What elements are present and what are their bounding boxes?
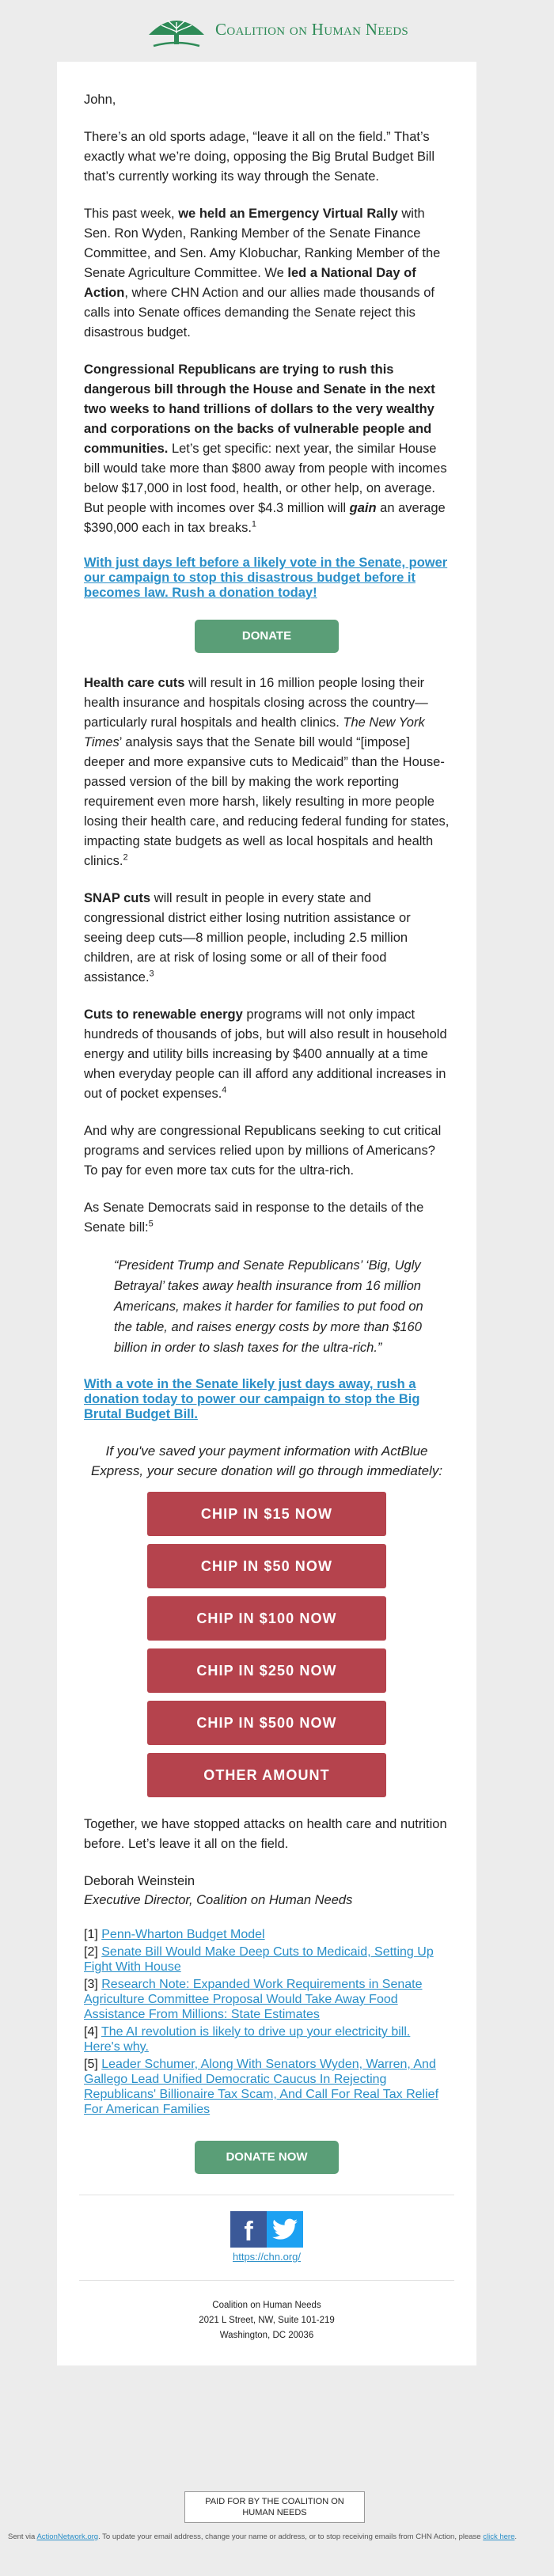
unsubscribe-link[interactable]: click here (483, 2532, 515, 2541)
paragraph-snap: SNAP cuts will result in people in every state and congressional district either losing nutrition assistance or seeing deep cuts—8 million people, including 2.5 million children, are at risk of losing some or all of their food assistance.$^3$ (84, 891, 411, 984)
chip-in-50-button[interactable]: CHIP IN $50 NOW (147, 1544, 386, 1588)
chip-in-15-button[interactable]: CHIP IN $15 NOW (147, 1492, 386, 1536)
chip-in-100-button[interactable]: CHIP IN $100 NOW (147, 1596, 386, 1641)
paragraph-energy: Cuts to renewable energy programs will not only impact hundreds of thousands of jobs, but will also result in household energy and utility bills increasing by $400 annually at a time when everyday people can ill afford any additional increases in out of pocket expenses.$^4$ (84, 1007, 447, 1101)
cta-link-2[interactable]: With a vote in the Senate likely just days away, rush a donation today to power our campaign to stop the Big Brutal Budget Bill. (84, 1377, 420, 1421)
reference-link[interactable]: Senate Bill Would Make Deep Cuts to Medicaid, Setting Up Fight With House (84, 1945, 434, 1974)
paragraph-senate-dems: As Senate Democrats said in response to the details of the Senate bill:$^5$ (84, 1201, 424, 1235)
reference-link[interactable]: The AI revolution is likely to drive up your electricity bill. Here's why. (84, 2025, 411, 2054)
footnote-3: 3 (149, 969, 154, 979)
actblue-note: If you've saved your payment information with ActBlue Express, your secure donation will go through immediately: (90, 1444, 443, 1478)
mailing-address: Coalition on Human Needs 2021 L Street, NW, Suite 101-219 Washington, DC 20036 (199, 2301, 335, 2340)
footnote-1: 1 (251, 519, 257, 529)
signature-title: Executive Director, Coalition on Human Needs (84, 1893, 353, 1907)
website-link[interactable]: https://chn.org/ (233, 2251, 301, 2263)
paid-for-disclaimer: PAID FOR BY THE COALITION ON HUMAN NEEDS (184, 2491, 365, 2523)
paragraph-why: And why are congressional Republicans seeking to cut critical programs and services relied upon by millions of Americans? To pay for even more tax cuts for the ultra-rich. (84, 1124, 442, 1178)
social-section (84, 2195, 450, 2280)
footnote-4: 4 (222, 1085, 227, 1095)
donate-now-button[interactable]: DONATE NOW (195, 2141, 339, 2174)
chip-in-250-button[interactable]: CHIP IN $250 NOW (147, 1648, 386, 1693)
chip-in-500-button[interactable]: CHIP IN $500 NOW (147, 1701, 386, 1745)
org-name-logo-text: Coalition on Human Needs (215, 19, 408, 39)
reference-item: [2] Senate Bill Would Make Deep Cuts to Medicaid, Setting Up Fight With House (84, 1945, 434, 1974)
paragraph-rush: Congressional Republicans are trying to rush this dangerous bill through the House and Senate in the next two weeks to hand trillions of dollars to the very wealthy and corporations on the backs of vulnerable people and communities. Let’s get specific: next year, the similar House bill would take more than $800 away from people with incomes below $17,000 in lost food, health, or other help, on average. But people with incomes over $4.3 million will gain an average $390,000 each in tax breaks.$^1$ (84, 362, 447, 535)
reference-item: [3] Research Note: Expanded Work Requirements in Senate Agriculture Committee Proposal Would Take Away Food Assistance From Millions: State Estimates (84, 1978, 423, 2021)
reference-link[interactable]: Research Note: Expanded Work Requirements in Senate Agriculture Committee Proposal Would Take Away Food Assistance From Millions: State Estimates (84, 1978, 423, 2021)
paragraph-intro: There’s an old sports adage, “leave it all on the field.” That’s exactly what we’re doing, opposing the Big Brutal Budget Bill that’s currently working its way through the Senate. (84, 130, 435, 184)
reference-item: [4] The AI revolution is likely to drive up your electricity bill. Here's why. (84, 2025, 411, 2054)
tree-logo-icon (146, 11, 207, 47)
other-amount-button[interactable]: OTHER AMOUNT (147, 1753, 386, 1797)
reference-link[interactable]: Penn-Wharton Budget Model (101, 1928, 265, 1941)
email-card (57, 62, 476, 2365)
reference-item: [1] Penn-Wharton Budget Model (84, 1928, 265, 1941)
twitter-bird-icon (272, 2218, 298, 2240)
references-list (84, 1927, 450, 2117)
email-footer: Sent via ActionNetwork.org. To update your email address, change your name or address, or to stop receiving emails from CHN Action, please click here. (8, 2532, 517, 2541)
cta-link-1[interactable]: With just days left before a likely vote in the Senate, power our campaign to stop this disastrous budget before it becomes law. Rush a donation today! (84, 556, 448, 600)
facebook-icon[interactable]: f (230, 2211, 267, 2248)
twitter-icon[interactable] (267, 2211, 303, 2248)
signature-name: Deborah Weinstein (84, 1874, 195, 1888)
donation-amounts (84, 1492, 450, 1797)
email-header (0, 0, 554, 59)
closing-paragraph: Together, we have stopped attacks on health care and nutrition before. Let’s leave it all on the field. (84, 1817, 447, 1851)
greeting: John, (84, 93, 116, 107)
footnote-5: 5 (148, 1219, 154, 1229)
social-icons (230, 2211, 303, 2248)
footnote-2: 2 (123, 852, 128, 863)
donate-button[interactable]: DONATE (195, 620, 339, 653)
actionnetwork-link[interactable]: ActionNetwork.org (36, 2532, 99, 2541)
paragraph-rally: This past week, we held an Emergency Virtual Rally with Sen. Ron Wyden, Ranking Member of the Senate Finance Committee, and Sen. Amy Klobuchar, Ranking Member of the Senate Agriculture Committee. We led a National Day of Action, where CHN Action and our allies made thousands of calls into Senate offices demanding the Senate reject this disastrous budget. (84, 207, 441, 340)
senate-quote: “President Trump and Senate Republicans’ ‘Big, Ugly Betrayal’ takes away health insurance from 16 million Americans, makes it harder for families to put food on the table, and raises energy costs by more than $160 billion in order to slash taxes for the ultra-rich.” (114, 1258, 423, 1355)
reference-link[interactable]: Leader Schumer, Along With Senators Wyden, Warren, And Gallego Lead Unified Democratic Caucus In Rejecting Republicans' Billionaire Tax Scam, And Call For Real Tax Relief For American Families (84, 2058, 439, 2116)
reference-item: [5] Leader Schumer, Along With Senators Wyden, Warren, And Gallego Lead Unified Democratic Caucus In Rejecting Republicans' Billionaire Tax Scam, And Call For Real Tax Relief For American Families (84, 2058, 439, 2116)
paragraph-health: Health care cuts will result in 16 million people losing their health insurance and hospitals closing across the country—particularly rural hospitals and health clinics. The New York Times’ analysis says that the Senate bill would “[impose] deeper and more expansive cuts to Medicaid” than the House-passed version of the bill by making the work reporting requirement even more harsh, likely resulting in more people losing their health care, and reducing federal funding for states, impacting state budgets as well as local hospitals and health clinics.$^2$ (84, 676, 450, 868)
